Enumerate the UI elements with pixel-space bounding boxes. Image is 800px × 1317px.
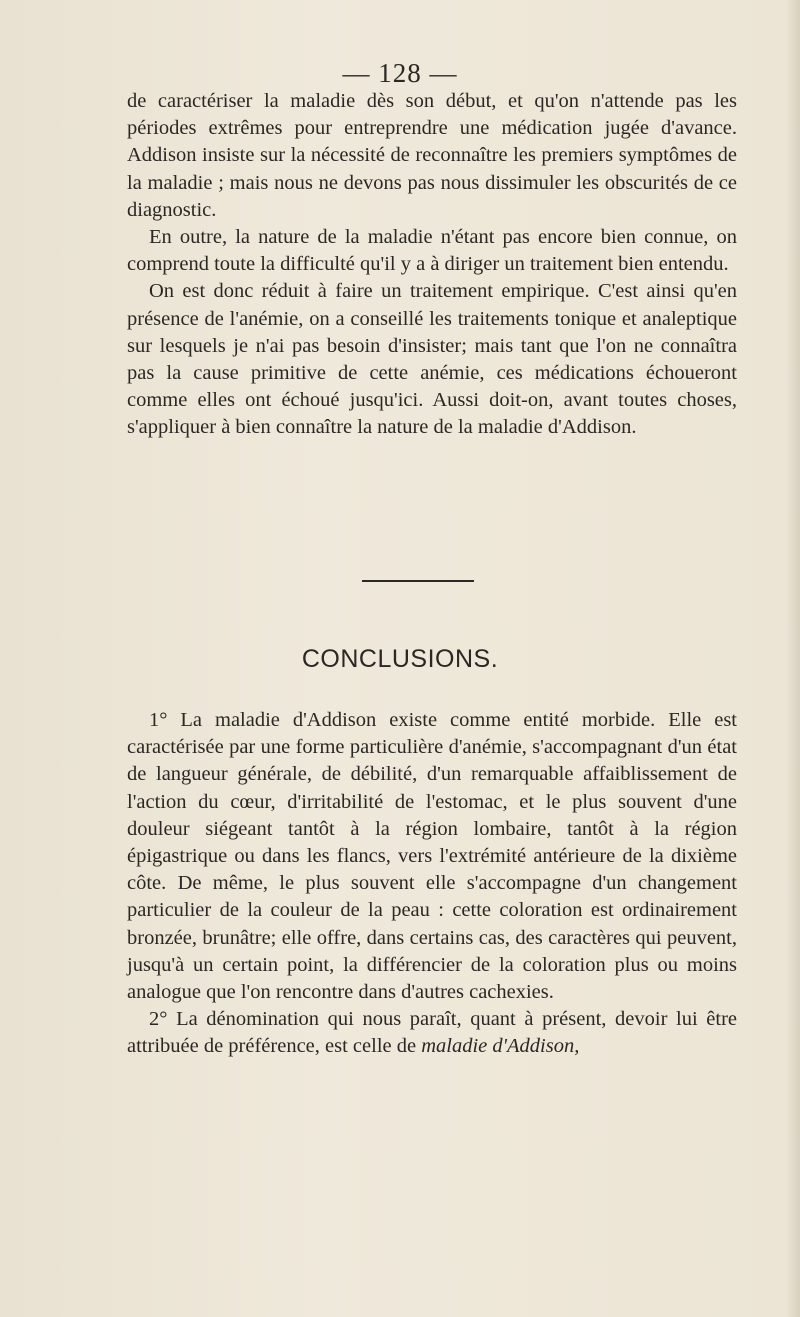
conclusion-item-2	[127, 1006, 737, 1060]
conclusion-item-1: 1° La maladie d'Addison existe comme entité morbide. Elle est caractérisée par une forme particulière d'anémie, s'accompagnant d'un état de langueur générale, de débilité, d'un remarquable affaiblissement de l'action du cœur, d'irritabilité de l'estomac, et le plus souvent d'une douleur siégeant tantôt à la région lombaire, tantôt à la région épigastrique ou dans les flancs, vers l'extrémité antérieure de la dixième côte. De même, le plus souvent elle s'accompagne d'un changement particulier de la couleur de la peau : cette coloration est ordinairement bronzée, brunâtre; elle offre, dans certains cas, des caractères qui peuvent, jusqu'à un certain point, la différencier de la coloration plus ou moins analogue que l'on rencontre dans d'autres cachexies.	[127, 709, 737, 1004]
body-text-top	[127, 88, 737, 442]
conclusions-body	[127, 707, 737, 1061]
paragraph-3: On est donc réduit à faire un traitement empirique. C'est ainsi qu'en présence de l'anémie, on a conseillé les traitements tonique et analeptique sur lesquels je n'ai pas besoin d'insister; mais tant que l'on ne connaîtra pas la cause primitive de cette anémie, ces médications échoueront comme elles ont échoué jusqu'ici. Aussi doit-on, avant toutes choses, s'appliquer à bien connaître la nature de la maladie d'Addison.	[127, 280, 737, 439]
paragraph-1: de caractériser la maladie dès son début, et qu'on n'attende pas les périodes extrêmes pour entreprendre une médication jugée d'avance. Addison insiste sur la nécessité de reconnaître les premiers symptômes de la maladie ; mais nous ne devons pas nous dissimuler les obscurités de ce diagnostic.	[127, 90, 737, 221]
section-divider	[362, 580, 474, 582]
page-number: — 128 —	[342, 58, 458, 88]
conclusion-item-2-italic: maladie d'Addison,	[421, 1035, 580, 1058]
page-edge-shadow	[786, 0, 800, 1317]
paragraph-2: En outre, la nature de la maladie n'étant pas encore bien connue, on comprend toute la difficulté qu'il y a à diriger un traitement bien entendu.	[127, 226, 737, 276]
conclusion-item-2-text: 2° La dénomination qui nous paraît, quant à présent, devoir lui être attribuée de préférence, est celle de	[127, 1008, 737, 1058]
conclusions-heading: CONCLUSIONS.	[301, 645, 499, 673]
